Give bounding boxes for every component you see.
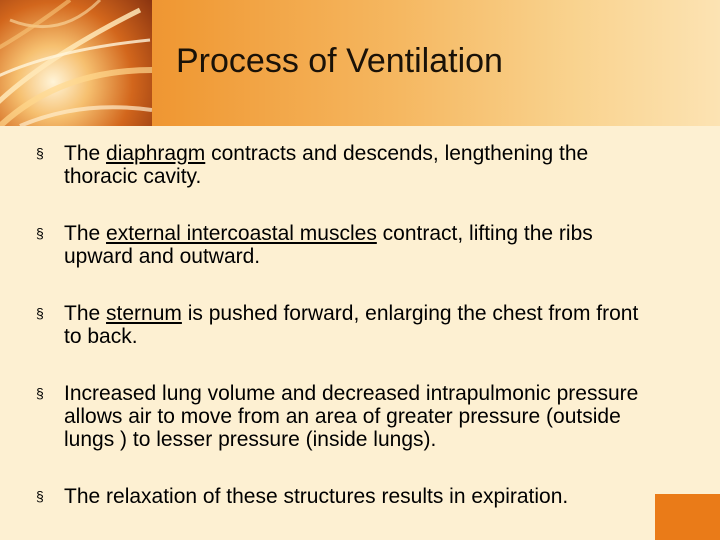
bullet-text: Increased lung volume and decreased intrapulmonic pressure allows air to move from an area of greater pressure (outside lungs ) to lesser pressure (inside lungs). <box>64 382 639 451</box>
bullet-term: sternum <box>106 302 182 325</box>
bullet-item <box>36 485 646 508</box>
decorative-swirl-image <box>0 0 152 126</box>
bullet-item <box>36 222 646 268</box>
bullet-text: The <box>64 142 107 165</box>
bullet-marker: § <box>36 145 44 161</box>
bullet-marker: § <box>36 305 44 321</box>
bullet-text: The <box>64 222 107 245</box>
bullet-text: contracts and descends, lengthening the thoracic cavity. <box>64 142 589 188</box>
bullet-text: The relaxation of these structures results in expiration. <box>64 485 569 508</box>
bullet-text: The <box>64 302 107 325</box>
bullet-marker: § <box>36 225 44 241</box>
bullet-marker: § <box>36 385 44 401</box>
title-banner <box>0 0 720 126</box>
bullet-marker: § <box>36 488 44 504</box>
bullet-item <box>36 142 646 188</box>
bullet-item <box>36 382 646 451</box>
bullet-list <box>36 142 646 508</box>
slide-title: Process of Ventilation <box>176 42 503 80</box>
bullet-text: contract, lifting the ribs upward and outward. <box>64 222 593 268</box>
bullet-term: external intercoastal muscles <box>106 222 377 245</box>
bullet-item <box>36 302 646 348</box>
accent-corner-block <box>655 494 720 540</box>
swirl-graphic <box>0 0 152 126</box>
bullet-term: diaphragm <box>106 142 206 165</box>
bullet-text: is pushed forward, enlarging the chest from front to back. <box>64 302 639 348</box>
